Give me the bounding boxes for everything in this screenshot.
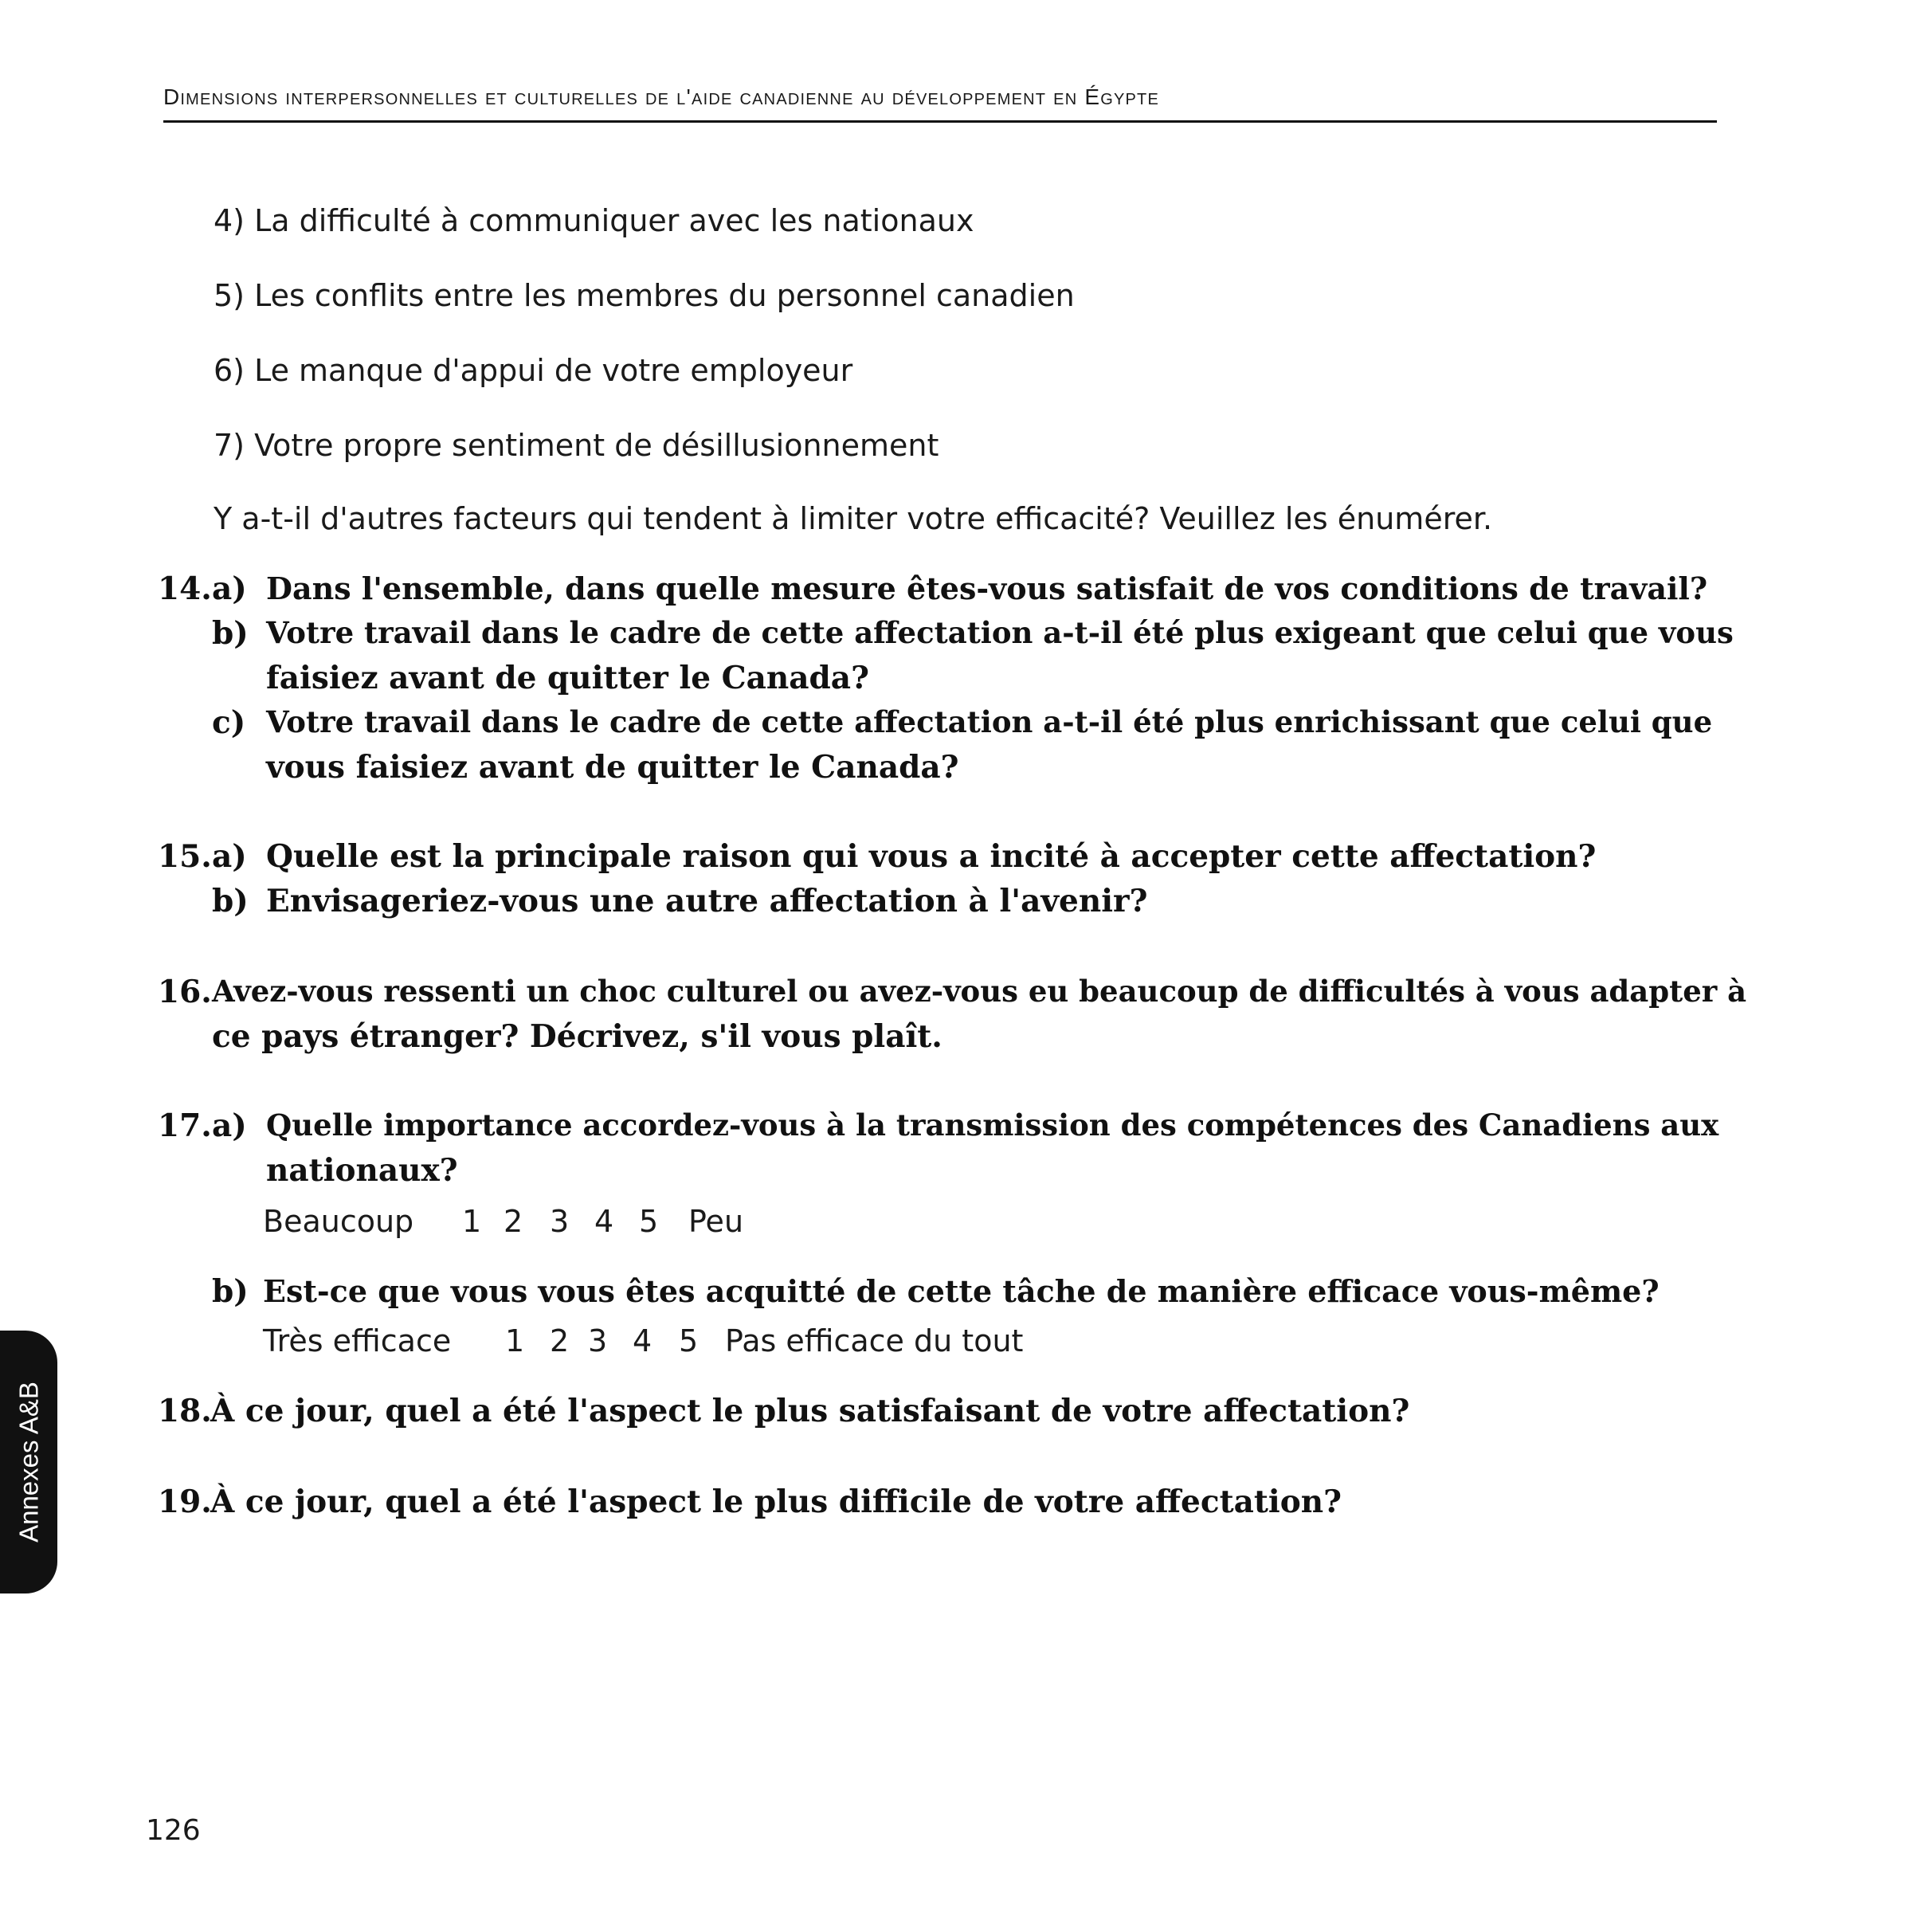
question-17a-label: a) [212, 1107, 247, 1144]
question-17b-label: b) [212, 1273, 249, 1310]
scale-17b-value-3: 3 [588, 1323, 608, 1358]
list-item-6: 6) Le manque d'appui de votre employeur [214, 353, 853, 388]
scale-17b-value-2: 2 [550, 1323, 570, 1358]
list-item-4: 4) La difficulté à communiquer avec les nationaux [214, 203, 974, 238]
scale-17b-value-4: 4 [633, 1323, 652, 1358]
question-14-number: 14. [158, 570, 212, 607]
question-19-number: 19. [158, 1484, 212, 1520]
question-18-number: 18. [158, 1393, 212, 1429]
scale-17a-value-5: 5 [639, 1204, 659, 1239]
question-14b-line1: Votre travail dans le cadre de cette affectation a-t-il été plus exigeant que celui que vous [266, 615, 1734, 650]
scale-17b-left-label: Très efficace [263, 1323, 452, 1358]
question-14c-line1: Votre travail dans le cadre de cette affectation a-t-il été plus enrichissant que celui que [266, 704, 1713, 739]
question-17-number: 17. [158, 1107, 212, 1144]
header-rule [163, 120, 1717, 123]
list-item-7: 7) Votre propre sentiment de désillusionnement [214, 428, 939, 463]
question-14b-line2: faisiez avant de quitter le Canada? [266, 660, 869, 696]
list-item-5: 5) Les conflits entre les membres du personnel canadien [214, 278, 1075, 313]
question-14c-line2: vous faisiez avant de quitter le Canada? [266, 749, 959, 786]
question-15a-text: Quelle est la principale raison qui vous a incité à accepter cette affectation? [266, 838, 1597, 875]
question-18-text: À ce jour, quel a été l'aspect le plus satisfaisant de votre affectation? [210, 1393, 1410, 1429]
other-factors-prompt: Y a-t-il d'autres facteurs qui tendent à limiter votre efficacité? Veuillez les énumérer. [214, 501, 1493, 536]
question-15-number: 15. [158, 838, 212, 875]
question-14a-text: Dans l'ensemble, dans quelle mesure êtes-vous satisfait de vos conditions de travail? [266, 570, 1708, 606]
question-17a-line2: nationaux? [266, 1152, 458, 1189]
page-number: 126 [146, 1814, 201, 1847]
scale-17b-right-label: Pas efficace du tout [725, 1323, 1024, 1358]
scale-17a-value-1: 1 [462, 1204, 482, 1239]
question-15a-label: a) [212, 838, 247, 875]
question-17b-text: Est-ce que vous vous êtes acquitté de cette tâche de manière efficace vous-même? [263, 1273, 1660, 1309]
scale-17a-value-2: 2 [504, 1204, 523, 1239]
annex-side-tab-label: Annexes A&B [14, 1382, 44, 1542]
question-16-number: 16. [158, 974, 212, 1010]
running-header: Dimensions interpersonnelles et culturelles de l'aide canadienne au développement en Égypte [163, 84, 1159, 109]
question-16-line1: Avez-vous ressenti un choc culturel ou avez-vous eu beaucoup de difficultés à vous adapter à [212, 974, 1747, 1009]
scale-17a-right-label: Peu [688, 1204, 744, 1239]
question-17a-line1: Quelle importance accordez-vous à la transmission des compétences des Canadiens aux [266, 1107, 1719, 1143]
scale-17a-left-label: Beaucoup [263, 1204, 414, 1239]
question-14c-label: c) [212, 704, 246, 741]
question-19-text: À ce jour, quel a été l'aspect le plus difficile de votre affectation? [210, 1484, 1342, 1520]
question-15b-label: b) [212, 883, 249, 919]
question-15b-text: Envisageriez-vous une autre affectation à l'avenir? [266, 883, 1148, 919]
question-16-line2: ce pays étranger? Décrivez, s'il vous plaît. [212, 1018, 942, 1055]
scale-17b-value-1: 1 [505, 1323, 525, 1358]
scale-17b-value-5: 5 [679, 1323, 699, 1358]
scale-17a-value-4: 4 [594, 1204, 614, 1239]
scale-17a-value-3: 3 [550, 1204, 570, 1239]
question-14b-label: b) [212, 615, 249, 652]
question-14a-label: a) [212, 570, 247, 607]
